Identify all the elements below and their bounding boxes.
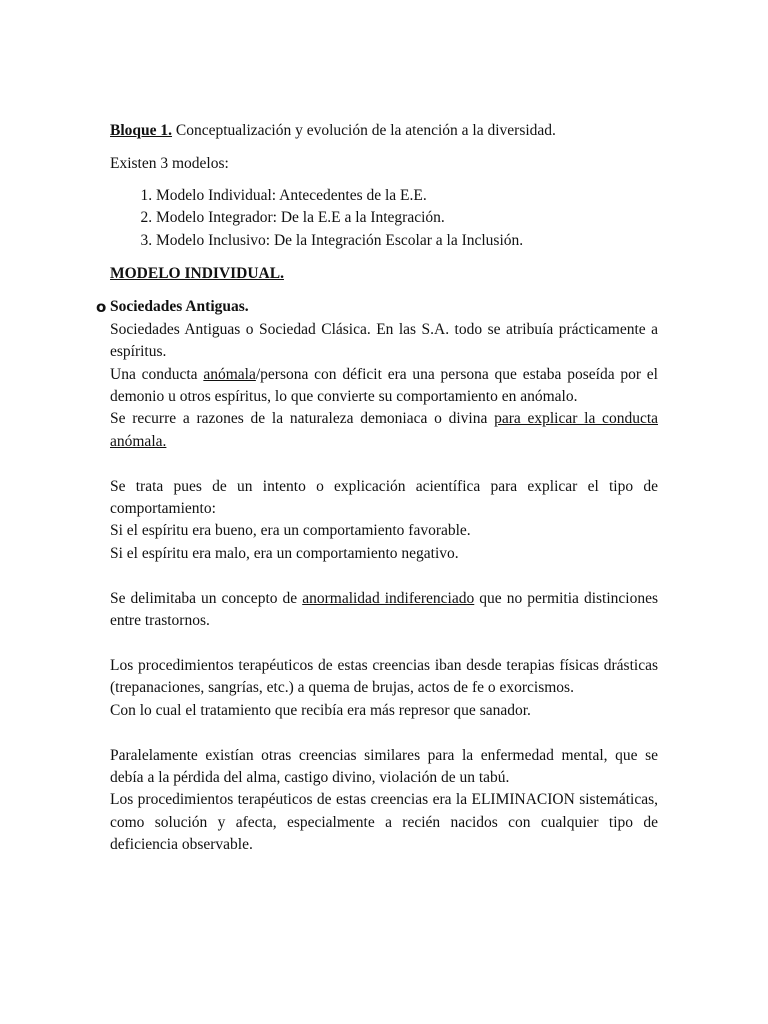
paragraph: Los procedimientos terapéuticos de estas creencias era la ELIMINACION sistemáticas, como solución y afecta, especialmente a recién nacidos con cualquier tipo de deficiencia observable. — [110, 791, 658, 854]
underlined-text: anormalidad indiferenciado — [302, 589, 475, 607]
text-run: que no permitia distinciones entre trastornos. — [110, 589, 658, 630]
paragraph: Si el espíritu era bueno, era un comportamiento favorable. — [110, 522, 471, 540]
paragraph: Los procedimientos terapéuticos de estas creencias iban desde terapias físicas drásticas (trepanaciones, sangrías, etc.) a quema de brujas, actos de fe o exorcismos. — [110, 656, 658, 697]
underlined-text: para explicar la conducta anómala. — [110, 410, 659, 450]
block-heading-label: Bloque 1. — [110, 122, 173, 139]
paragraph: Si el espíritu era malo, era un comportamiento negativo. — [110, 544, 459, 562]
document-body — [96, 120, 659, 857]
list-item: 1. Modelo Individual: Antecedentes de la E.E. — [156, 185, 658, 207]
spacer — [110, 453, 658, 475]
paragraph — [110, 364, 658, 409]
text-run: Una conducta — [110, 365, 204, 383]
spacer — [110, 565, 658, 587]
models-intro: Existen 3 modelos: — [110, 155, 229, 173]
bullet-icon: o — [96, 298, 107, 317]
list-item: 3. Modelo Inclusivo: De la Integración Escolar a la Inclusión. — [156, 230, 658, 252]
subsection-heading — [96, 296, 658, 318]
spacer — [110, 722, 658, 744]
section-title: MODELO INDIVIDUAL. — [110, 265, 284, 283]
subsection-title: Sociedades Antiguas. — [110, 298, 249, 316]
block-heading-text: Conceptualización y evolución de la atención a la diversidad. — [172, 122, 556, 139]
models-list — [110, 185, 658, 252]
block-heading — [110, 120, 658, 142]
paragraph: Con lo cual el tratamiento que recibía era más represor que sanador. — [110, 701, 531, 719]
paragraph — [110, 588, 658, 633]
spacer — [110, 633, 658, 655]
paragraph: Se trata pues de un intento o explicación acientífica para explicar el tipo de comportamiento: — [110, 477, 658, 518]
underlined-text: anómala — [203, 365, 256, 383]
paragraph: Sociedades Antiguas o Sociedad Clásica. En las S.A. todo se atribuía prácticamente a espíritus. — [110, 320, 658, 361]
text-run: Se delimitaba un concepto de — [110, 589, 303, 607]
text-run: Se recurre a razones de la naturaleza demoniaca o divina — [110, 410, 495, 428]
text-run: /persona con déficit era una persona que estaba poseída por el demonio u otros espíritus, lo que convierte su comportamiento en anómalo. — [110, 365, 658, 406]
paragraph: Paralelamente existían otras creencias similares para la enfermedad mental, que se debía a la pérdida del alma, castigo divino, violación de un tabú. — [110, 746, 658, 786]
list-item: 2. Modelo Integrador: De la E.E a la Integración. — [156, 207, 658, 229]
paragraph — [110, 408, 658, 453]
